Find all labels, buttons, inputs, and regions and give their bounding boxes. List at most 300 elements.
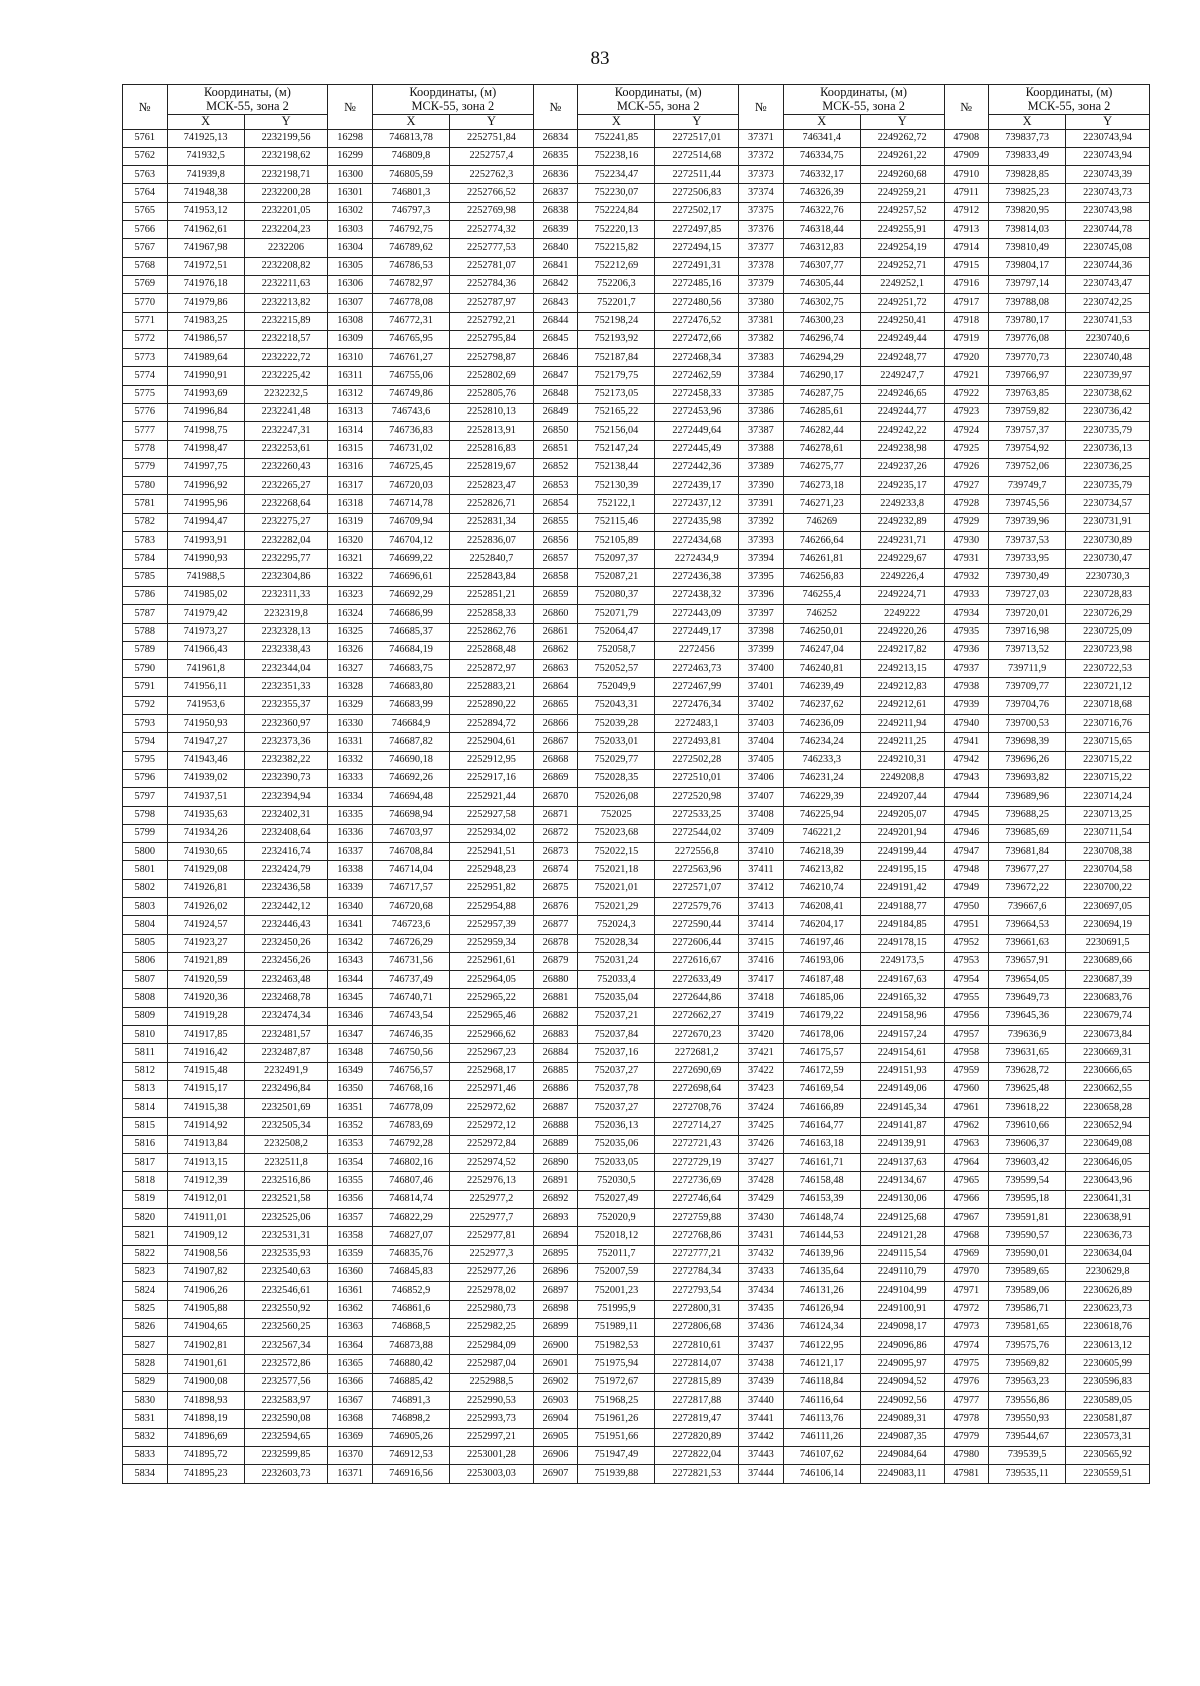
y-coordinate-cell: 2272502,17 [655,202,739,220]
x-coordinate-cell: 739586,71 [989,1300,1066,1318]
point-number-cell: 5808 [123,989,168,1007]
point-number-cell: 26897 [533,1282,578,1300]
y-coordinate-cell: 2249121,28 [860,1227,944,1245]
point-number-cell: 37444 [739,1465,784,1483]
point-number-cell: 5817 [123,1154,168,1172]
x-coordinate-cell: 741898,93 [167,1392,244,1410]
x-coordinate-cell: 746275,77 [783,458,860,476]
x-coordinate-cell: 739569,82 [989,1355,1066,1373]
x-coordinate-cell: 741972,51 [167,257,244,275]
table-row [123,1392,1150,1410]
point-number-cell: 37393 [739,532,784,550]
x-coordinate-cell: 746144,53 [783,1227,860,1245]
y-coordinate-cell: 2230613,12 [1066,1337,1150,1355]
x-coordinate-cell: 746322,76 [783,202,860,220]
x-coordinate-cell: 739752,06 [989,458,1066,476]
y-coordinate-cell: 2232201,05 [244,202,328,220]
point-number-cell: 47923 [944,403,989,421]
point-number-cell: 37390 [739,477,784,495]
x-coordinate-cell: 741895,72 [167,1446,244,1464]
point-number-cell: 37426 [739,1135,784,1153]
point-number-cell: 37388 [739,440,784,458]
point-number-cell: 47964 [944,1154,989,1172]
y-coordinate-cell: 2232508,2 [244,1135,328,1153]
point-number-cell: 26904 [533,1410,578,1428]
point-number-cell: 16365 [328,1355,373,1373]
point-number-cell: 16335 [328,806,373,824]
point-number-cell: 37438 [739,1355,784,1373]
x-coordinate-cell: 752198,24 [578,312,655,330]
y-coordinate-cell: 2272442,36 [655,458,739,476]
table-row [123,843,1150,861]
y-coordinate-cell: 2230740,48 [1066,349,1150,367]
x-coordinate-cell: 746239,49 [783,678,860,696]
y-coordinate-cell: 2252965,46 [450,1007,534,1025]
x-coordinate-cell: 752033,01 [578,733,655,751]
y-coordinate-cell: 2232491,9 [244,1062,328,1080]
point-number-cell: 16361 [328,1282,373,1300]
y-coordinate-cell: 2252904,61 [450,733,534,751]
y-coordinate-cell: 2232560,25 [244,1318,328,1336]
point-number-cell: 26844 [533,312,578,330]
x-coordinate-cell: 746772,31 [372,312,449,330]
y-coordinate-cell: 2249154,61 [860,1044,944,1062]
point-number-cell: 26836 [533,166,578,184]
y-coordinate-cell: 2252890,22 [450,696,534,714]
x-coordinate-cell: 741908,56 [167,1245,244,1263]
table-row [123,1080,1150,1098]
y-coordinate-cell: 2230736,25 [1066,458,1150,476]
x-coordinate-cell: 752021,29 [578,898,655,916]
point-number-cell: 5763 [123,166,168,184]
x-coordinate-cell: 752224,84 [578,202,655,220]
y-coordinate-cell: 2272491,31 [655,257,739,275]
point-number-cell: 16329 [328,696,373,714]
point-number-cell: 26850 [533,422,578,440]
x-coordinate-cell: 739749,7 [989,477,1066,495]
y-coordinate-cell: 2249249,44 [860,330,944,348]
point-number-cell: 5782 [123,513,168,531]
x-coordinate-cell: 752027,49 [578,1190,655,1208]
x-coordinate-cell: 746692,26 [372,769,449,787]
y-coordinate-cell: 2252762,3 [450,166,534,184]
x-coordinate-cell: 739590,57 [989,1227,1066,1245]
table-row [123,1007,1150,1025]
x-coordinate-cell: 746708,84 [372,843,449,861]
point-number-cell: 5813 [123,1080,168,1098]
y-coordinate-cell: 2232416,74 [244,843,328,861]
y-coordinate-cell: 2230728,83 [1066,586,1150,604]
point-number-cell: 37379 [739,275,784,293]
point-number-cell: 37382 [739,330,784,348]
y-coordinate-cell: 2230623,73 [1066,1300,1150,1318]
point-number-cell: 47967 [944,1209,989,1227]
point-number-cell: 47932 [944,568,989,586]
x-coordinate-cell: 746684,19 [372,641,449,659]
coordinates-header [989,85,1150,115]
y-coordinate-cell: 2252977,3 [450,1245,534,1263]
x-coordinate-cell: 746326,39 [783,184,860,202]
x-coordinate-cell: 746802,16 [372,1154,449,1172]
x-coordinate-cell: 752215,82 [578,239,655,257]
y-coordinate-cell: 2232204,23 [244,221,328,239]
table-row [123,934,1150,952]
y-coordinate-cell: 2252965,22 [450,989,534,1007]
point-number-cell: 16342 [328,934,373,952]
y-coordinate-cell: 2252819,67 [450,458,534,476]
x-coordinate-cell: 752201,7 [578,294,655,312]
table-row [123,294,1150,312]
y-coordinate-cell: 2252872,97 [450,660,534,678]
x-coordinate-cell: 752033,05 [578,1154,655,1172]
y-coordinate-cell: 2272456 [655,641,739,659]
y-coordinate-cell: 2249251,72 [860,294,944,312]
point-number-cell: 5766 [123,221,168,239]
x-coordinate-cell: 739825,23 [989,184,1066,202]
y-coordinate-cell: 2232525,06 [244,1209,328,1227]
table-row [123,1209,1150,1227]
y-coordinate-cell: 2230743,98 [1066,202,1150,220]
x-coordinate-cell: 739681,84 [989,843,1066,861]
point-number-cell: 26860 [533,605,578,623]
point-number-cell: 47979 [944,1428,989,1446]
x-coordinate-cell: 746743,6 [372,403,449,421]
y-coordinate-cell: 2232241,48 [244,403,328,421]
point-number-cell: 5795 [123,751,168,769]
y-coordinate-cell: 2249173,5 [860,952,944,970]
point-number-cell: 5810 [123,1026,168,1044]
point-number-cell: 47918 [944,312,989,330]
x-coordinate-cell: 746187,48 [783,971,860,989]
point-number-cell: 26837 [533,184,578,202]
point-number-cell: 5815 [123,1117,168,1135]
y-coordinate-cell: 2249257,52 [860,202,944,220]
point-number-cell: 16309 [328,330,373,348]
x-coordinate-cell: 741905,88 [167,1300,244,1318]
x-coordinate-cell: 751951,66 [578,1428,655,1446]
point-number-cell: 26848 [533,385,578,403]
point-number-cell: 26893 [533,1209,578,1227]
x-coordinate-cell: 746683,80 [372,678,449,696]
x-coordinate-cell: 739610,66 [989,1117,1066,1135]
x-coordinate-cell: 739696,26 [989,751,1066,769]
x-coordinate-cell: 746111,26 [783,1428,860,1446]
point-number-cell: 26851 [533,440,578,458]
y-coordinate-cell: 2232550,92 [244,1300,328,1318]
point-number-cell: 47951 [944,916,989,934]
x-coordinate-cell: 739698,39 [989,733,1066,751]
point-number-cell: 26901 [533,1355,578,1373]
point-number-cell: 16363 [328,1318,373,1336]
x-coordinate-cell: 752033,4 [578,971,655,989]
point-number-cell: 5797 [123,788,168,806]
x-coordinate-cell: 752071,79 [578,605,655,623]
point-number-cell: 26898 [533,1300,578,1318]
x-coordinate-cell: 752052,57 [578,660,655,678]
y-coordinate-cell: 2232567,34 [244,1337,328,1355]
y-coordinate-cell: 2249246,65 [860,385,944,403]
y-coordinate-cell: 2232599,85 [244,1446,328,1464]
y-coordinate-cell: 2249158,96 [860,1007,944,1025]
point-number-cell: 37375 [739,202,784,220]
y-coordinate-cell: 2232222,72 [244,349,328,367]
y-coordinate-cell: 2230565,92 [1066,1446,1150,1464]
point-number-cell: 16364 [328,1337,373,1355]
x-coordinate-cell: 746783,69 [372,1117,449,1135]
table-row [123,129,1150,147]
point-number-cell: 37394 [739,550,784,568]
x-coordinate-cell: 746139,96 [783,1245,860,1263]
y-coordinate-cell: 2272571,07 [655,879,739,897]
point-number-cell: 26859 [533,586,578,604]
y-coordinate-cell: 2249115,54 [860,1245,944,1263]
x-coordinate-cell: 741934,26 [167,824,244,842]
y-coordinate-cell: 2230744,36 [1066,257,1150,275]
x-coordinate-cell: 746113,76 [783,1410,860,1428]
table-row [123,1410,1150,1428]
y-coordinate-cell: 2252990,53 [450,1392,534,1410]
y-coordinate-cell: 2252774,32 [450,221,534,239]
x-coordinate-cell: 746761,27 [372,349,449,367]
y-coordinate-cell: 2272483,1 [655,715,739,733]
y-coordinate-cell: 2249244,77 [860,403,944,421]
y-coordinate-cell: 2252968,17 [450,1062,534,1080]
point-number-cell: 37384 [739,367,784,385]
point-number-cell: 37429 [739,1190,784,1208]
x-header: X [372,114,449,129]
x-coordinate-cell: 752030,5 [578,1172,655,1190]
point-number-cell: 47933 [944,586,989,604]
x-coordinate-cell: 741926,02 [167,898,244,916]
point-number-cell: 37387 [739,422,784,440]
y-coordinate-cell: 2230646,05 [1066,1154,1150,1172]
point-number-cell: 16348 [328,1044,373,1062]
y-coordinate-cell: 2272439,17 [655,477,739,495]
x-coordinate-cell: 752138,44 [578,458,655,476]
point-number-cell: 26884 [533,1044,578,1062]
x-coordinate-cell: 739625,48 [989,1080,1066,1098]
x-coordinate-cell: 746318,44 [783,221,860,239]
point-number-cell: 47912 [944,202,989,220]
point-number-cell: 5778 [123,440,168,458]
y-coordinate-cell: 2230715,22 [1066,751,1150,769]
point-number-cell: 5784 [123,550,168,568]
point-number-cell: 47950 [944,898,989,916]
x-coordinate-cell: 746166,89 [783,1099,860,1117]
point-number-cell: 26876 [533,898,578,916]
y-coordinate-cell: 2249092,56 [860,1392,944,1410]
point-number-cell: 47975 [944,1355,989,1373]
table-row [123,678,1150,696]
y-coordinate-cell: 2230744,78 [1066,221,1150,239]
point-number-cell: 5775 [123,385,168,403]
x-coordinate-cell: 741953,12 [167,202,244,220]
point-number-cell: 5811 [123,1044,168,1062]
y-coordinate-cell: 2232496,84 [244,1080,328,1098]
x-coordinate-cell: 751995,9 [578,1300,655,1318]
point-number-cell: 5761 [123,129,168,147]
y-coordinate-cell: 2252810,13 [450,403,534,421]
point-number-cell: 47942 [944,751,989,769]
x-coordinate-cell: 739661,63 [989,934,1066,952]
point-number-cell: 16356 [328,1190,373,1208]
y-coordinate-cell: 2272822,04 [655,1446,739,1464]
point-number-cell: 5772 [123,330,168,348]
point-number-cell: 26873 [533,843,578,861]
y-coordinate-cell: 2272494,15 [655,239,739,257]
y-coordinate-cell: 2252967,23 [450,1044,534,1062]
y-coordinate-cell: 2272480,56 [655,294,739,312]
point-number-cell: 16313 [328,403,373,421]
x-coordinate-cell: 746916,56 [372,1465,449,1483]
table-row [123,824,1150,842]
x-coordinate-cell: 746131,26 [783,1282,860,1300]
y-coordinate-cell: 2272806,68 [655,1318,739,1336]
x-coordinate-cell: 746749,86 [372,385,449,403]
point-number-cell: 16334 [328,788,373,806]
x-coordinate-cell: 746789,62 [372,239,449,257]
point-number-cell: 37418 [739,989,784,1007]
table-row [123,330,1150,348]
y-coordinate-cell: 2272633,49 [655,971,739,989]
point-number-cell: 26856 [533,532,578,550]
y-coordinate-cell: 2249259,21 [860,184,944,202]
y-coordinate-cell: 2272810,61 [655,1337,739,1355]
y-coordinate-cell: 2230726,29 [1066,605,1150,623]
point-number-cell: 5801 [123,861,168,879]
point-number-cell: 37413 [739,898,784,916]
point-number-cell: 47969 [944,1245,989,1263]
point-number-cell: 16330 [328,715,373,733]
point-number-cell: 5824 [123,1282,168,1300]
y-coordinate-cell: 2272449,64 [655,422,739,440]
point-number-cell: 16367 [328,1392,373,1410]
point-number-cell: 5806 [123,952,168,970]
x-coordinate-cell: 739589,06 [989,1282,1066,1300]
point-number-cell: 47947 [944,843,989,861]
y-coordinate-cell: 2249201,94 [860,824,944,842]
point-number-cell: 37436 [739,1318,784,1336]
x-coordinate-cell: 741906,26 [167,1282,244,1300]
y-coordinate-cell: 2272817,88 [655,1392,739,1410]
y-coordinate-cell: 2232450,26 [244,934,328,952]
point-number-cell: 47965 [944,1172,989,1190]
point-number-cell: 5819 [123,1190,168,1208]
point-number-cell: 26839 [533,221,578,239]
x-coordinate-cell: 752037,27 [578,1099,655,1117]
coordinates-header-system: МСК-55, зона 2 [616,99,700,114]
y-coordinate-cell: 2252977,2 [450,1190,534,1208]
point-number-cell: 16332 [328,751,373,769]
y-coordinate-cell: 2252757,4 [450,147,534,165]
y-coordinate-cell: 2252966,62 [450,1026,534,1044]
point-number-cell: 16327 [328,660,373,678]
y-coordinate-cell: 2252795,84 [450,330,534,348]
y-coordinate-cell: 2252802,69 [450,367,534,385]
y-coordinate-cell: 2249211,94 [860,715,944,733]
point-number-cell: 47971 [944,1282,989,1300]
point-number-cell: 26840 [533,239,578,257]
x-coordinate-cell: 746809,8 [372,147,449,165]
point-number-cell: 26874 [533,861,578,879]
y-coordinate-cell: 2272463,73 [655,660,739,678]
y-coordinate-cell: 2230573,31 [1066,1428,1150,1446]
x-coordinate-cell: 751947,49 [578,1446,655,1464]
y-coordinate-cell: 2272662,27 [655,1007,739,1025]
x-coordinate-cell: 741913,15 [167,1154,244,1172]
point-number-cell: 26841 [533,257,578,275]
point-number-cell: 47980 [944,1446,989,1464]
x-coordinate-cell: 739709,77 [989,678,1066,696]
y-coordinate-cell: 2249261,22 [860,147,944,165]
x-coordinate-cell: 741956,11 [167,678,244,696]
point-number-cell: 5794 [123,733,168,751]
y-coordinate-cell: 2232198,62 [244,147,328,165]
point-number-cell: 37422 [739,1062,784,1080]
y-coordinate-cell: 2249191,42 [860,879,944,897]
y-coordinate-cell: 2230641,31 [1066,1190,1150,1208]
point-number-cell: 37391 [739,495,784,513]
y-coordinate-cell: 2252974,52 [450,1154,534,1172]
y-coordinate-cell: 2230743,94 [1066,147,1150,165]
y-coordinate-cell: 2252988,5 [450,1373,534,1391]
point-number-cell: 16345 [328,989,373,1007]
y-coordinate-cell: 2232360,97 [244,715,328,733]
y-coordinate-cell: 2230711,54 [1066,824,1150,842]
y-coordinate-cell: 2249199,44 [860,843,944,861]
y-coordinate-cell: 2252766,52 [450,184,534,202]
point-number-cell: 5793 [123,715,168,733]
x-coordinate-cell: 741939,02 [167,769,244,787]
point-number-cell: 5799 [123,824,168,842]
point-number-cell: 16354 [328,1154,373,1172]
x-coordinate-cell: 746813,78 [372,129,449,147]
y-coordinate-cell: 2232531,31 [244,1227,328,1245]
x-coordinate-cell: 746193,06 [783,952,860,970]
point-number-cell: 16312 [328,385,373,403]
point-number-cell: 16325 [328,623,373,641]
x-coordinate-cell: 746709,94 [372,513,449,531]
point-number-cell: 47925 [944,440,989,458]
y-coordinate-cell: 2232540,63 [244,1263,328,1281]
x-coordinate-cell: 746287,75 [783,385,860,403]
y-coordinate-cell: 2232481,57 [244,1026,328,1044]
y-coordinate-cell: 2272759,88 [655,1209,739,1227]
point-number-cell: 16302 [328,202,373,220]
x-coordinate-cell: 752023,68 [578,824,655,842]
y-coordinate-cell: 2249205,07 [860,806,944,824]
point-number-cell: 37371 [739,129,784,147]
x-header: X [783,114,860,129]
point-number-cell: 47914 [944,239,989,257]
y-coordinate-cell: 2252927,58 [450,806,534,824]
y-coordinate-cell: 2249195,15 [860,861,944,879]
y-coordinate-cell: 2252777,53 [450,239,534,257]
table-row [123,477,1150,495]
point-number-cell: 5830 [123,1392,168,1410]
y-coordinate-cell: 2249213,15 [860,660,944,678]
point-number-cell: 37441 [739,1410,784,1428]
x-coordinate-cell: 746256,83 [783,568,860,586]
point-number-cell: 16340 [328,898,373,916]
y-coordinate-cell: 2252964,05 [450,971,534,989]
x-coordinate-cell: 741907,82 [167,1263,244,1281]
x-coordinate-cell: 746873,88 [372,1337,449,1355]
x-coordinate-cell: 746121,17 [783,1355,860,1373]
x-coordinate-cell: 746116,64 [783,1392,860,1410]
point-number-cell: 5771 [123,312,168,330]
point-number-cell: 37405 [739,751,784,769]
